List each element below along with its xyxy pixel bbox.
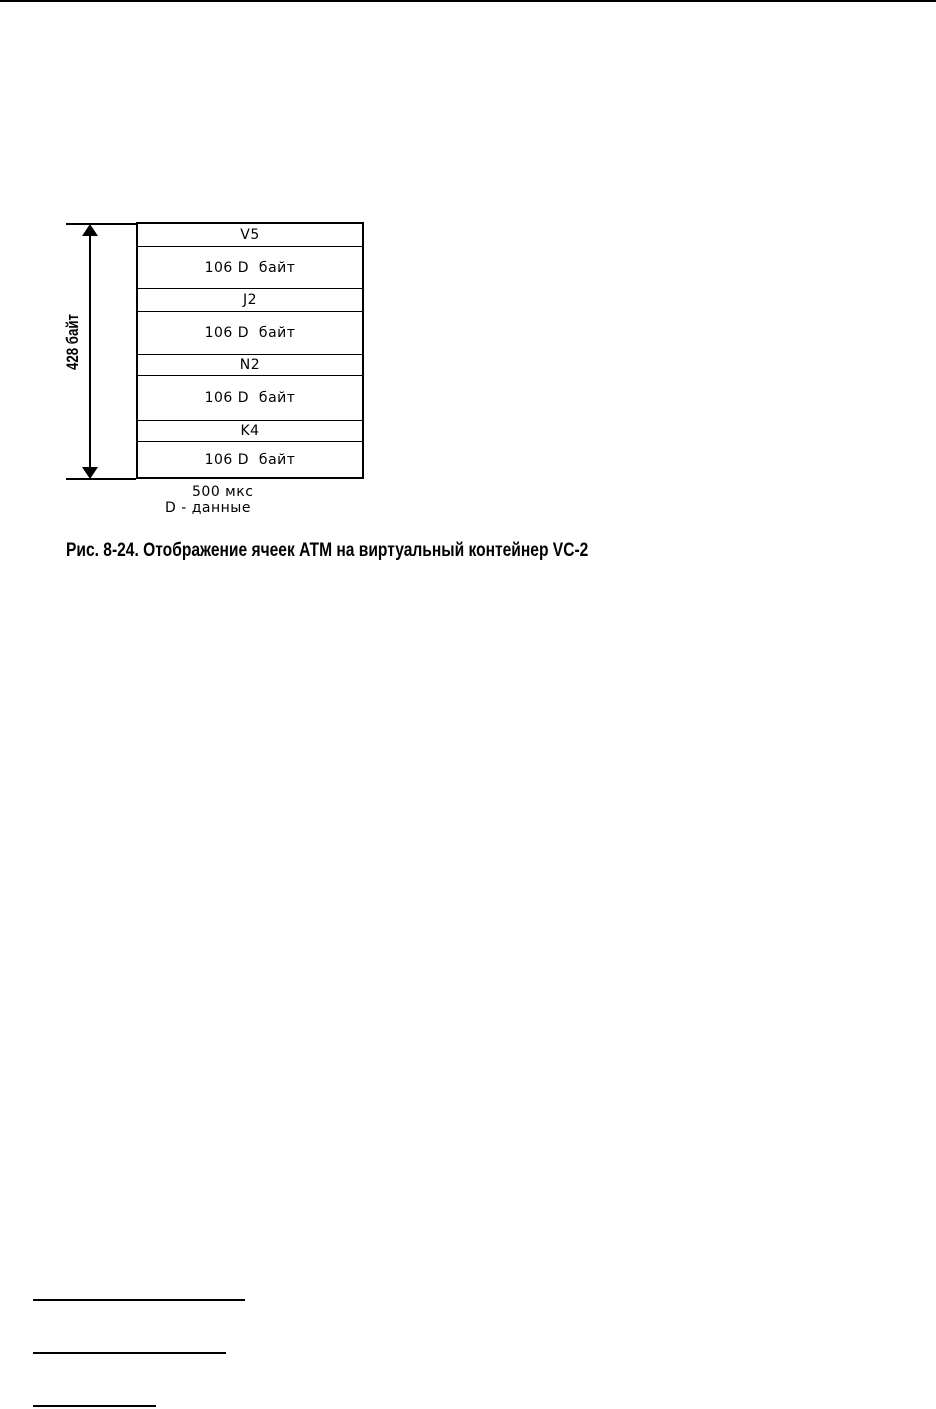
footnote-rule <box>33 1405 156 1407</box>
data-row <box>138 312 362 355</box>
overhead-row-j2 <box>138 289 362 312</box>
figure-caption: Рис. 8-24. Отображение ячеек АТМ на виртуальный контейнер VC-2 <box>66 540 589 561</box>
footnote-rule <box>33 1352 226 1354</box>
data-row <box>138 442 362 477</box>
arrow-up-icon <box>82 224 98 236</box>
legend-label: D - данные <box>165 500 251 516</box>
arrow-down-icon <box>82 467 98 479</box>
row-label: J2 <box>242 292 258 308</box>
data-row <box>138 376 362 421</box>
row-label: V5 <box>240 227 260 243</box>
row-label: 106 D байт <box>204 259 296 276</box>
vc2-container-box <box>136 222 364 479</box>
dimension-top-tick <box>66 223 136 225</box>
row-label: N2 <box>239 357 261 373</box>
row-label: 106 D байт <box>204 325 296 341</box>
footnote-rule <box>33 1299 245 1301</box>
overhead-row-n2 <box>138 355 362 376</box>
time-label: 500 мкс <box>192 484 254 500</box>
row-label: 106 D байт <box>204 451 296 468</box>
overhead-row-k4 <box>138 421 362 442</box>
row-label: K4 <box>240 423 260 439</box>
data-row <box>138 247 362 289</box>
overhead-row-v5 <box>138 224 362 247</box>
row-label: 106 D байт <box>204 390 296 406</box>
dimension-bottom-tick <box>66 478 136 480</box>
dimension-arrow-line <box>89 230 91 472</box>
dimension-label: 428 байт <box>63 313 82 371</box>
